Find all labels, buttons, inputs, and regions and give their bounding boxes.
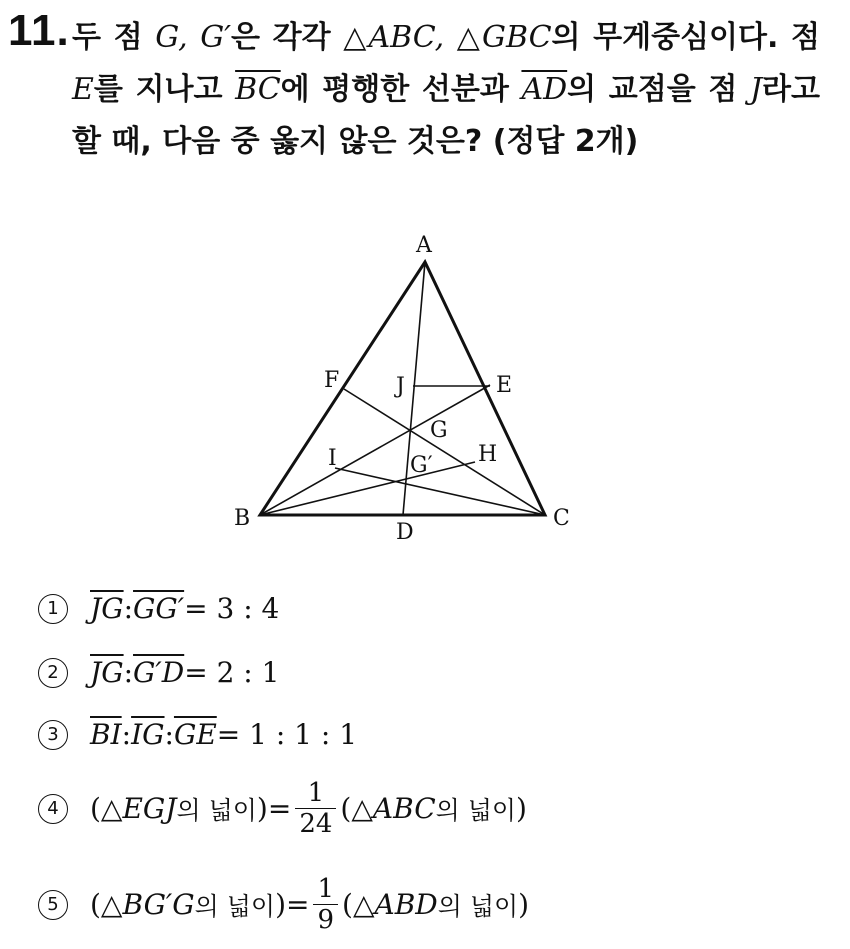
choice-number-circle: 3 <box>38 720 68 750</box>
segment-label: $\overline{BI}$ <box>90 718 122 751</box>
label-f: F <box>324 368 340 393</box>
stem-text: 라고 할 때, 다음 중 옳지 않은 것은? (정답 2개) <box>72 72 820 159</box>
paren-close: ) <box>516 792 527 825</box>
fraction-denominator: 24 <box>295 808 336 839</box>
label-c: C <box>553 506 570 531</box>
ratio-separator: : <box>123 656 134 689</box>
paren-open: (△ <box>342 888 375 921</box>
choice-2[interactable] <box>38 656 279 689</box>
ratio-value: = 3 : 4 <box>184 592 280 625</box>
stem-math: G, <box>155 20 188 55</box>
segment-ci <box>335 468 545 515</box>
label-g: G <box>430 418 448 443</box>
fraction-denominator: 9 <box>313 904 338 935</box>
segment-label: $\overline{GE}$ <box>173 718 217 751</box>
stem-text: 를 지나고 <box>93 72 236 107</box>
choice-number-circle: 5 <box>38 890 68 920</box>
fraction <box>295 778 336 839</box>
label-a: A <box>416 233 432 258</box>
question-number: 11. <box>8 6 70 55</box>
choice-number-circle: 4 <box>38 794 68 824</box>
stem-math: E <box>72 72 94 107</box>
segment-bh <box>260 462 475 515</box>
ratio-value: = 2 : 1 <box>184 656 280 689</box>
ratio-separator: : <box>121 718 132 751</box>
fraction <box>313 874 338 935</box>
choice-5[interactable] <box>38 874 529 935</box>
paren-close: ) <box>518 888 530 921</box>
stem-text: 두 점 <box>72 20 156 55</box>
choice-4[interactable] <box>38 778 527 839</box>
paren-close: ) <box>275 888 286 921</box>
paren-close: ) <box>256 792 268 825</box>
stem-text: 의 교점을 점 <box>567 72 750 107</box>
stem-math: G′ <box>200 20 232 55</box>
equals-sign: = <box>267 792 292 825</box>
stem-text: 의 무게중심이다. 점 <box>551 20 820 55</box>
stem-math: △GBC <box>456 20 552 55</box>
ratio-value: = 1 : 1 : 1 <box>216 718 358 751</box>
segment-label: $\overline{JG}$ <box>90 592 124 625</box>
segment-label: GG′ <box>133 592 185 625</box>
segment-label: $\overline{IG}$ <box>131 718 165 751</box>
ratio-separator: : <box>123 592 134 625</box>
paren-open: (△ <box>90 888 123 921</box>
triangle-figure <box>220 225 600 555</box>
triangle-name: ABC <box>372 792 436 825</box>
choice-number-circle: 1 <box>38 594 68 624</box>
area-word: 의 넓이 <box>176 795 257 825</box>
segment-label: $\overline{JG}$ <box>90 656 124 689</box>
label-b: B <box>234 506 251 531</box>
stem-math-segment: $\overline{BC}$ <box>235 72 281 107</box>
fraction-numerator: 1 <box>317 874 335 904</box>
label-h: H <box>478 442 498 467</box>
area-word: 의 넓이 <box>437 891 519 921</box>
triangle-name: ABD <box>374 888 438 921</box>
stem-math: △ABC, <box>343 20 445 55</box>
ratio-separator: : <box>164 718 174 751</box>
stem-text: 에 평행한 선분과 <box>280 72 522 107</box>
label-d: D <box>396 520 414 545</box>
paren-open: (△ <box>340 792 373 825</box>
area-word: 의 넓이 <box>194 891 276 921</box>
area-word: 의 넓이 <box>435 795 517 825</box>
fraction-numerator: 1 <box>307 778 325 808</box>
label-i: I <box>328 446 337 471</box>
label-g-prime: G′ <box>410 453 433 478</box>
choice-3[interactable] <box>38 718 357 751</box>
stem-math-segment: $\overline{AD}$ <box>521 72 568 107</box>
choice-1[interactable] <box>38 592 279 625</box>
label-j: J <box>396 374 405 399</box>
stem-text: 은 각각 <box>231 20 344 55</box>
equals-sign: = <box>286 888 310 921</box>
choice-number-circle: 2 <box>38 658 68 688</box>
triangle-name: BG′G <box>122 888 195 921</box>
stem-math: J <box>750 72 763 107</box>
question-stem <box>72 12 820 168</box>
triangle-diagram <box>220 225 600 555</box>
triangle-name: EGJ <box>122 792 177 825</box>
label-e: E <box>496 373 513 398</box>
segment-label: G′D <box>133 656 185 689</box>
paren-open: (△ <box>90 792 123 825</box>
